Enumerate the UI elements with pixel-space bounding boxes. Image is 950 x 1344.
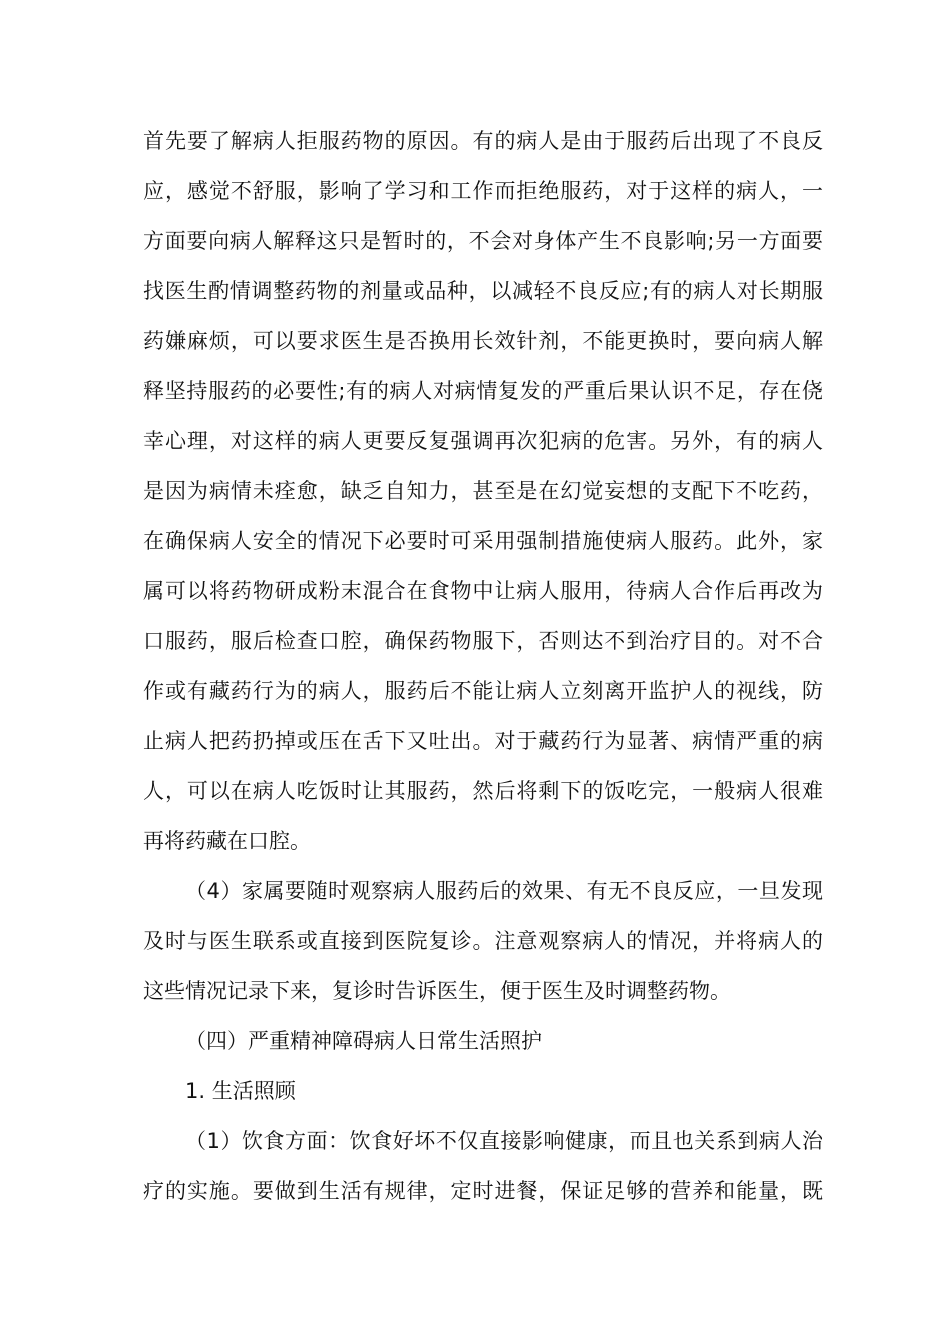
paragraph-medication-refusal [143,116,823,866]
text-line: 属可以将药物研成粉末混合在食物中让病人服用，待病人合作后再改为 [143,579,823,603]
text-line: 释坚持服药的必要性;有的病人对病情复发的严重后果认识不足，存在侥 [143,379,823,403]
text-line: 作或有藏药行为的病人，服药后不能让病人立刻离开监护人的视线，防 [143,679,823,703]
text-line: 首先要了解病人拒服药物的原因。有的病人是由于服药后出现了不良反 [143,129,823,153]
text-line: （4）家属要随时观察病人服药后的效果、有无不良反应，一旦发现 [185,879,823,903]
text-line: 及时与医生联系或直接到医院复诊。注意观察病人的情况，并将病人的 [143,929,823,953]
subsection-heading: 1. 生活照顾 [185,1079,296,1103]
text-line: 再将药藏在口腔。 [143,829,311,853]
text-line: 方面要向病人解释这只是暂时的，不会对身体产生不良影响;另一方面要 [143,229,823,253]
paragraph-diet [143,1116,823,1216]
text-line: 在确保病人安全的情况下必要时可采用强制措施使病人服药。此外，家 [143,529,823,553]
text-line: 疗的实施。要做到生活有规律，定时进餐，保证足够的营养和能量，既 [143,1179,823,1203]
text-line: 止病人把药扔掉或压在舌下又吐出。对于藏药行为显著、病情严重的病 [143,729,823,753]
text-line: 药嫌麻烦，可以要求医生是否换用长效针剂，不能更换时，要向病人解 [143,329,823,353]
document-body [143,116,823,1216]
text-line: 这些情况记录下来，复诊时告诉医生，便于医生及时调整药物。 [143,979,731,1003]
section-heading: （四）严重精神障碍病人日常生活照护 [185,1029,542,1053]
text-line: 是因为病情未痊愈，缺乏自知力，甚至是在幻觉妄想的支配下不吃药， [143,479,823,503]
text-line: 应，感觉不舒服，影响了学习和工作而拒绝服药，对于这样的病人，一 [143,179,823,203]
text-line: 人，可以在病人吃饭时让其服药，然后将剩下的饭吃完，一般病人很难 [143,779,823,803]
paragraph-observation [143,866,823,1016]
text-line: （1）饮食方面：饮食好坏不仅直接影响健康，而且也关系到病人治 [185,1129,823,1153]
text-line: 幸心理，对这样的病人更要反复强调再次犯病的危害。另外，有的病人 [143,429,823,453]
text-line: 找医生酌情调整药物的剂量或品种，以减轻不良反应;有的病人对长期服 [143,279,823,303]
text-line: 口服药，服后检查口腔，确保药物服下，否则达不到治疗目的。对不合 [143,629,823,653]
